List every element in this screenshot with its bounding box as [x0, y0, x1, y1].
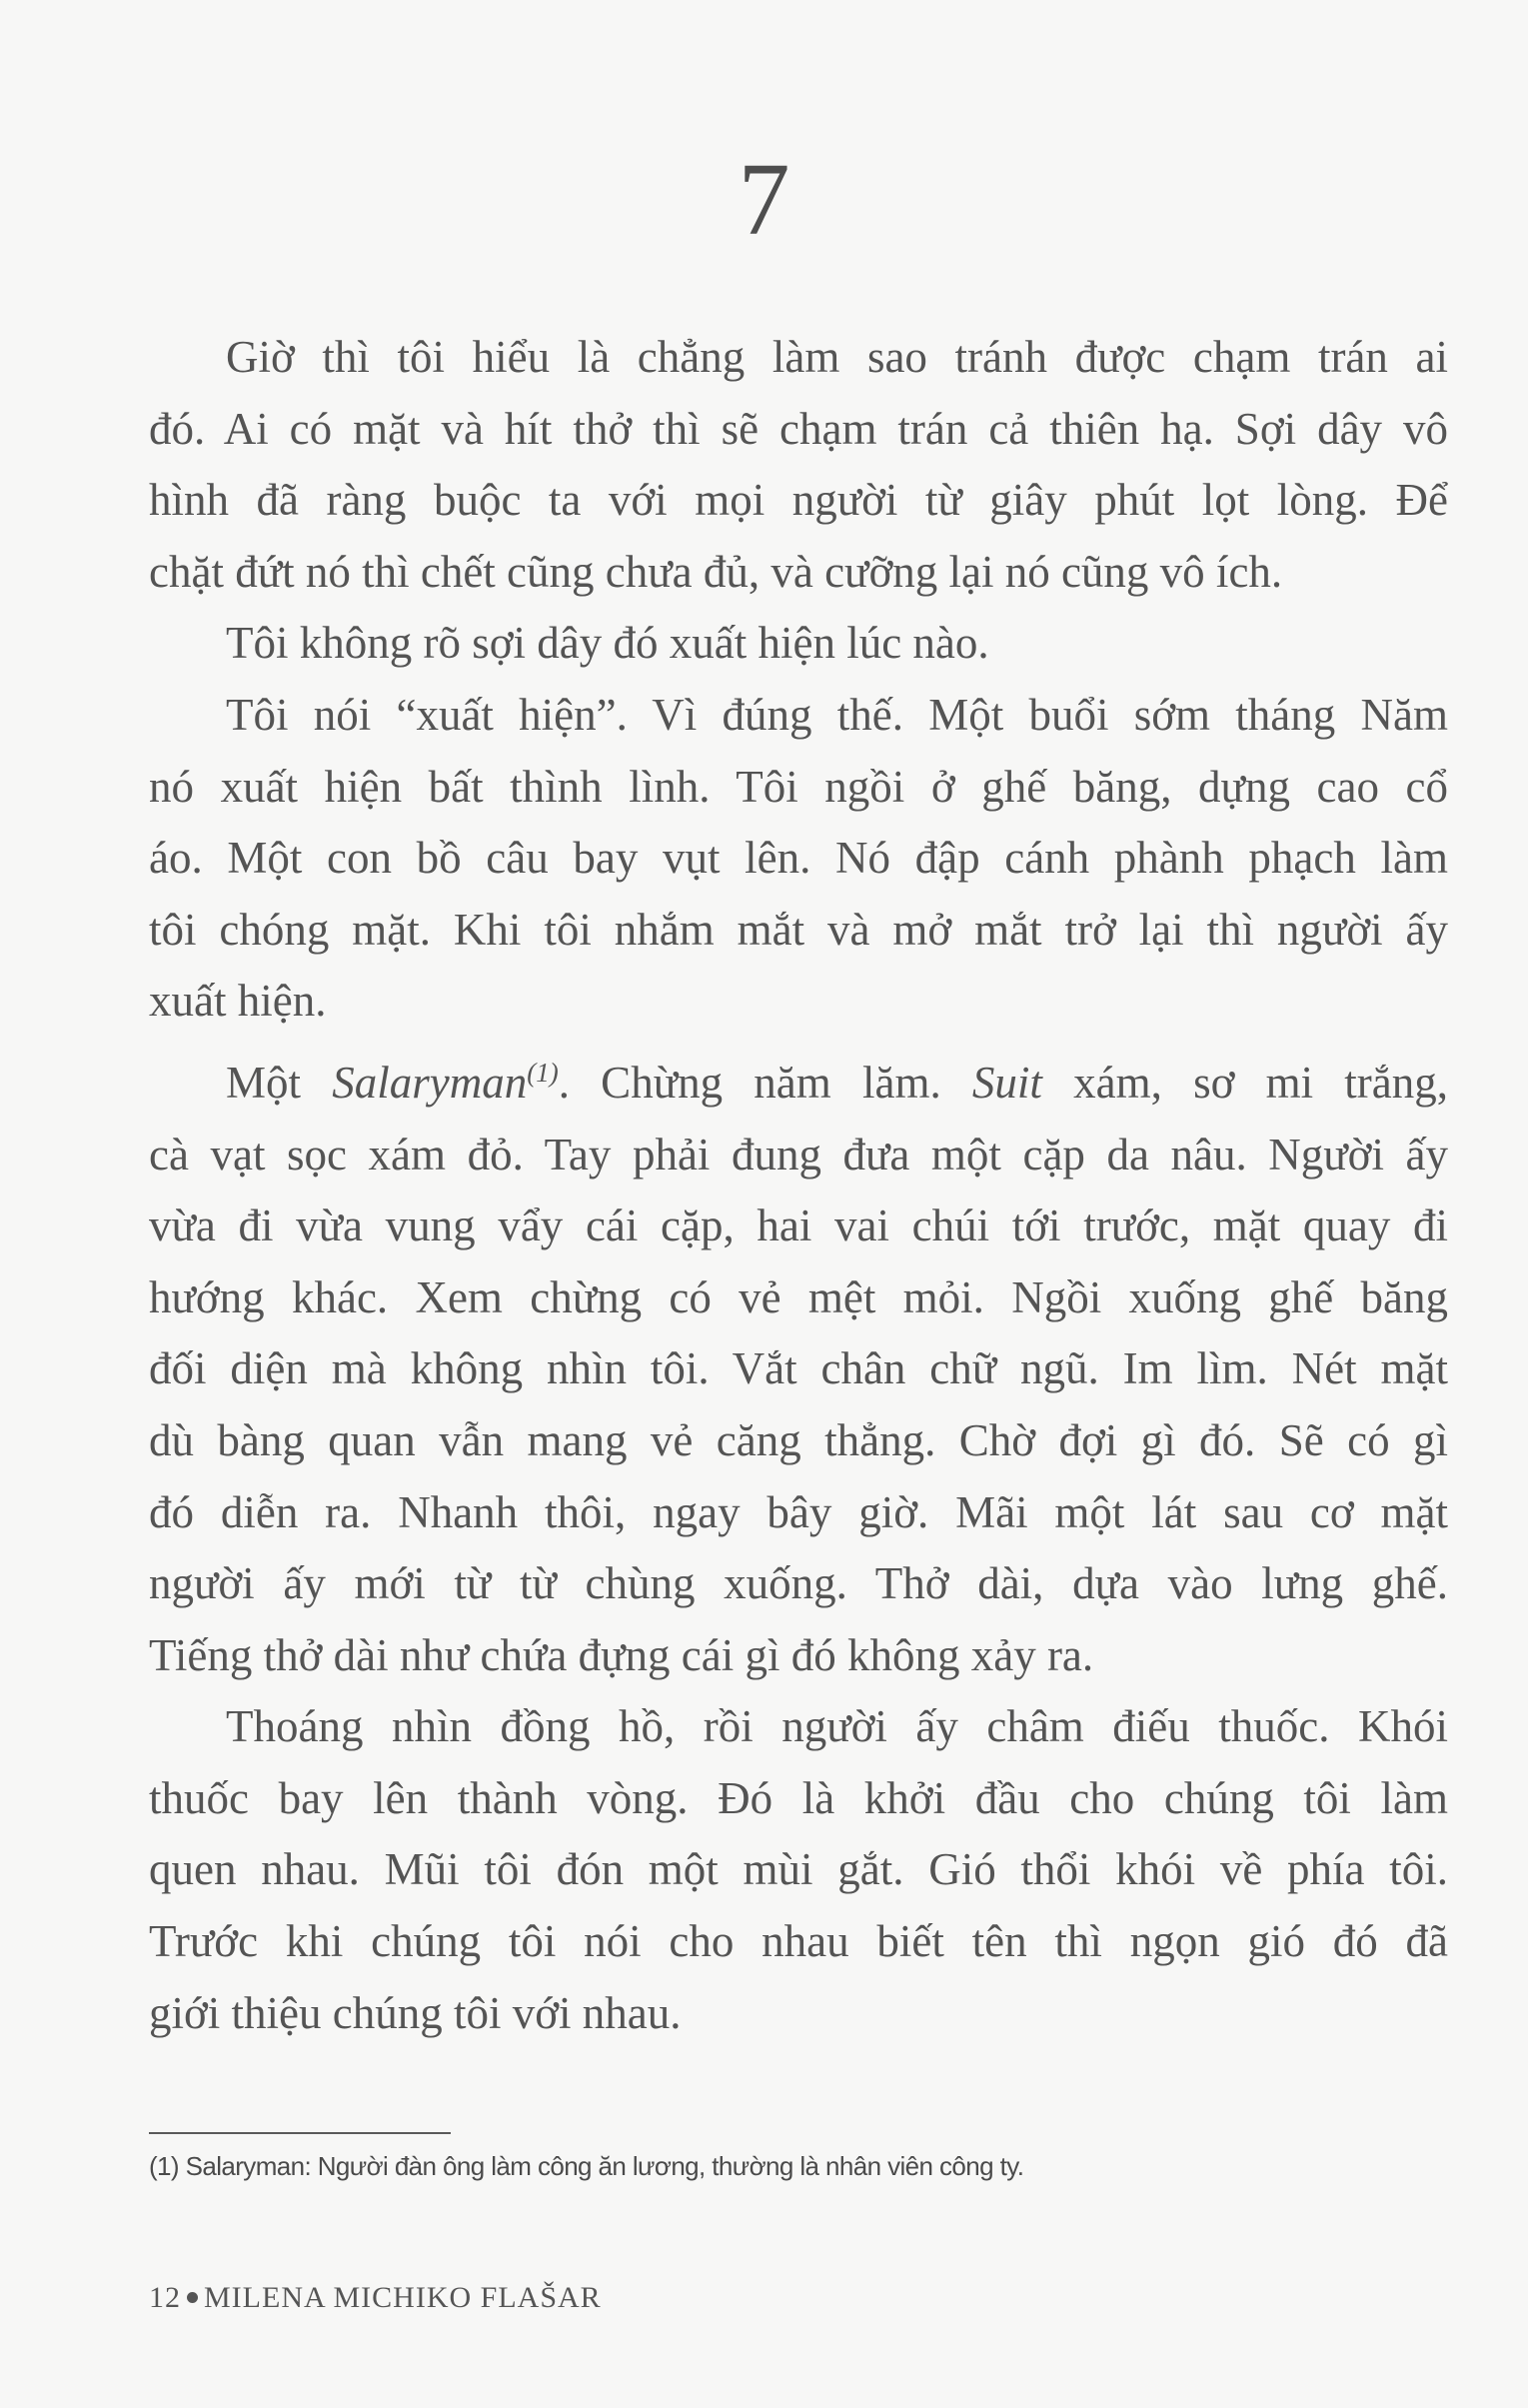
chapter-number: 7	[738, 142, 790, 257]
text-line	[149, 1691, 1448, 1763]
text-line	[149, 394, 1448, 466]
text-line	[149, 322, 1448, 394]
text-run: vừa đi vừa vung vẩy cái cặp, hai vai chúi tới trước, mặt quay đi	[149, 1201, 1448, 1251]
text-run: đối diện mà không nhìn tôi. Vắt chân chữ ngũ. Im lìm. Nét mặt	[149, 1343, 1448, 1394]
text-line	[149, 680, 1448, 752]
text-run: Tôi nói “xuất hiện”. Vì đúng thế. Một buổi sớm tháng Năm	[226, 689, 1448, 740]
text-line	[149, 1906, 1448, 1978]
text-run: hướng khác. Xem chừng có vẻ mệt mỏi. Ngồi xuống ghế băng	[149, 1271, 1448, 1322]
text-line	[149, 1038, 1448, 1120]
text-line	[149, 1477, 1448, 1549]
text-run: thuốc bay lên thành vòng. Đó là khởi đầu cho chúng tôi làm	[149, 1772, 1448, 1823]
text-line	[149, 465, 1448, 537]
bullet-separator-icon	[187, 2292, 198, 2303]
text-line	[149, 1978, 1448, 2050]
text-run: Thoáng nhìn đồng hồ, rồi người ấy châm điếu thuốc. Khói	[226, 1701, 1448, 1752]
text-run: nó xuất hiện bất thình lình. Tôi ngồi ở ghế băng, dựng cao cổ	[149, 761, 1448, 812]
text-line	[149, 1834, 1448, 1906]
text-line	[149, 537, 1448, 609]
paragraph	[149, 680, 1448, 1038]
text-run: xám, sơ mi trắng,	[1041, 1057, 1449, 1108]
text-line	[149, 1548, 1448, 1620]
text-run: chặt đứt nó thì chết cũng chưa đủ, và cưỡng lại nó cũng vô ích.	[149, 546, 1283, 597]
paragraph	[149, 1038, 1448, 1691]
text-run: xuất hiện.	[149, 976, 327, 1027]
text-run: Trước khi chúng tôi nói cho nhau biết tên thì ngọn gió đó đã	[149, 1916, 1448, 1967]
text-run: Giờ thì tôi hiểu là chẳng làm sao tránh được chạm trán ai	[226, 332, 1448, 382]
text-run: giới thiệu chúng tôi với nhau.	[149, 1987, 682, 2038]
text-line	[149, 1763, 1448, 1835]
text-line	[149, 1620, 1448, 1692]
text-run: đó. Ai có mặt và hít thở thì sẽ chạm trán cả thiên hạ. Sợi dây vô	[149, 403, 1448, 454]
text-run: người ấy mới từ từ chùng xuống. Thở dài, dựa vào lưng ghế.	[149, 1558, 1448, 1609]
text-line	[149, 823, 1448, 895]
author-name: MILENA MICHIKO FLAŠAR	[204, 2281, 602, 2314]
text-run: hình đã ràng buộc ta với mọi người từ giây phút lọt lòng. Để	[149, 475, 1448, 526]
text-run: Tiếng thở dài như chứa đựng cái gì đó không xảy ra.	[149, 1629, 1094, 1680]
text-line	[149, 1333, 1448, 1405]
text-run: quen nhau. Mũi tôi đón một mùi gắt. Gió thổi khói về phía tôi.	[149, 1844, 1448, 1895]
text-line	[149, 752, 1448, 824]
text-line	[149, 1191, 1448, 1262]
body-text	[149, 322, 1448, 2049]
footnote-marker: (1)	[527, 1057, 559, 1088]
text-line	[149, 966, 1448, 1038]
text-line	[149, 1405, 1448, 1477]
page-number: 12	[149, 2281, 181, 2314]
italic-term: Salaryman	[332, 1057, 528, 1108]
text-run: đó diễn ra. Nhanh thôi, ngay bây giờ. Mãi một lát sau cơ mặt	[149, 1486, 1448, 1537]
text-run: dù bàng quan vẫn mang vẻ căng thẳng. Chờ đợi gì đó. Sẽ có gì	[149, 1414, 1448, 1465]
text-run: . Chừng năm lăm.	[558, 1057, 972, 1108]
text-line	[149, 1120, 1448, 1192]
footnote: (1) Salaryman: Người đàn ông làm công ăn lương, thường là nhân viên công ty.	[149, 2151, 1024, 2181]
text-run: cà vạt sọc xám đỏ. Tay phải đung đưa một cặp da nâu. Người ấy	[149, 1129, 1448, 1180]
text-line	[149, 1262, 1448, 1334]
paragraph	[149, 1691, 1448, 2049]
text-line	[149, 895, 1448, 967]
paragraph	[149, 322, 1448, 608]
page-footer	[149, 2281, 602, 2315]
text-run: Một	[226, 1057, 333, 1108]
paragraph	[149, 608, 1448, 680]
text-line	[149, 608, 1448, 680]
text-run: Tôi không rõ sợi dây đó xuất hiện lúc nào.	[226, 618, 989, 669]
text-run: tôi chóng mặt. Khi tôi nhắm mắt và mở mắt trở lại thì người ấy	[149, 904, 1448, 955]
text-run: áo. Một con bồ câu bay vụt lên. Nó đập cánh phành phạch làm	[149, 833, 1448, 884]
italic-term: Suit	[971, 1057, 1042, 1108]
footnote-divider	[149, 2132, 451, 2134]
